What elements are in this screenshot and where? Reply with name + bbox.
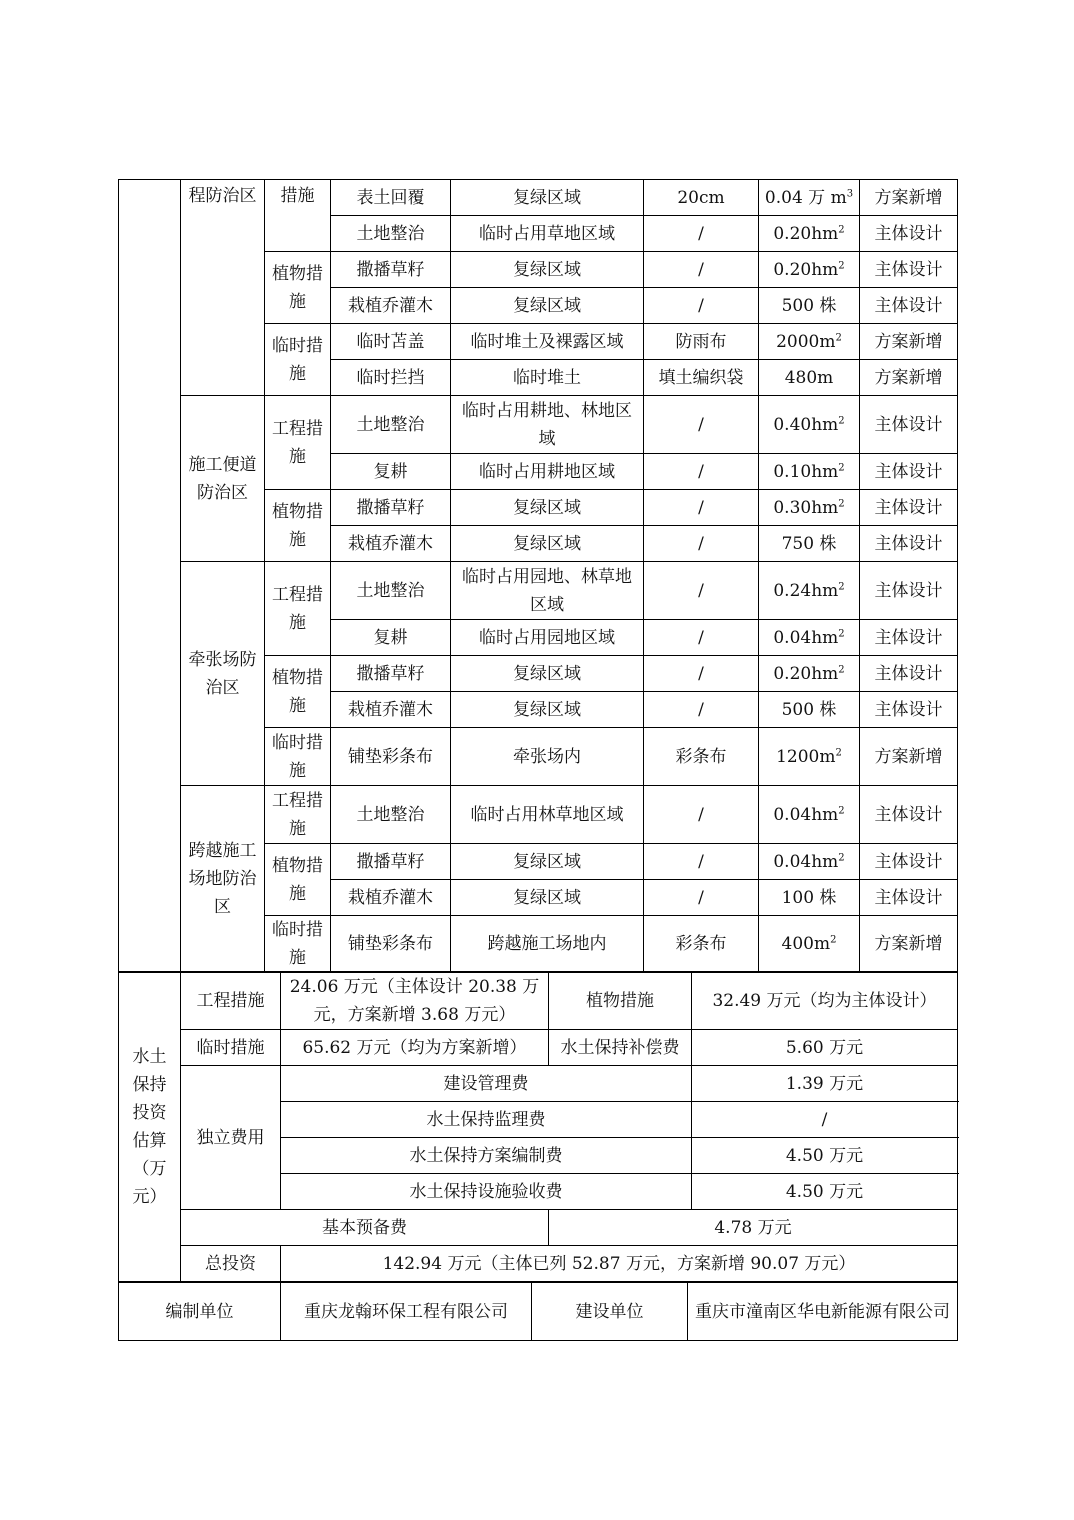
measure-spec: 防雨布 xyxy=(644,324,759,360)
measure-source: 主体设计 xyxy=(860,620,958,656)
engineering-value: 24.06 万元（主体设计 20.38 万元，方案新增 3.68 万元） xyxy=(281,972,549,1030)
measure-spec: / xyxy=(644,620,759,656)
measure-name: 复耕 xyxy=(331,454,451,490)
measure-name: 撒播草籽 xyxy=(331,656,451,692)
measure-name: 临时拦挡 xyxy=(331,360,451,396)
measure-location: 临时占用园地、林草地区域 xyxy=(451,562,644,620)
measure-qty: $0.24hm^2$ xyxy=(759,562,860,620)
compiler-value: 重庆龙翰环保工程有限公司 xyxy=(281,1283,532,1341)
measure-source: 主体设计 xyxy=(860,396,958,454)
measure-source: 主体设计 xyxy=(860,252,958,288)
plant-label: 植物措施 xyxy=(549,972,692,1030)
measure-source: 方案新增 xyxy=(860,728,958,786)
measure-source: 主体设计 xyxy=(860,692,958,728)
measure-name: 表土回覆 xyxy=(331,180,451,216)
measure-name: 撒播草籽 xyxy=(331,844,451,880)
independent-item-value: 4.50 万元 xyxy=(692,1138,958,1174)
measure-location: 跨越施工场地内 xyxy=(451,916,644,973)
measure-name: 铺垫彩条布 xyxy=(331,728,451,786)
measure-location: 临时占用草地区域 xyxy=(451,216,644,252)
zone-cell: 牵张场防治区 xyxy=(181,562,265,786)
total-label: 总投资 xyxy=(181,1246,281,1282)
measure-spec: / xyxy=(644,786,759,844)
measure-name: 临时苫盖 xyxy=(331,324,451,360)
measure-source: 主体设计 xyxy=(860,454,958,490)
measure-location: 临时堆土及裸露区域 xyxy=(451,324,644,360)
measure-spec: / xyxy=(644,216,759,252)
measure-type-cell: 植物措施 xyxy=(265,844,331,916)
independent-item-name: 水土保持设施验收费 xyxy=(281,1174,692,1210)
measure-source: 方案新增 xyxy=(860,916,958,973)
measure-qty: $0.04hm^2$ xyxy=(759,786,860,844)
measure-qty: $0.20hm^2$ xyxy=(759,656,860,692)
measure-spec: / xyxy=(644,844,759,880)
compensation-value: 5.60 万元 xyxy=(692,1030,958,1066)
measure-location: 牵张场内 xyxy=(451,728,644,786)
measure-name: 栽植乔灌木 xyxy=(331,526,451,562)
measure-spec: / xyxy=(644,288,759,324)
measure-name: 栽植乔灌木 xyxy=(331,692,451,728)
reserve-value: 4.78 万元 xyxy=(549,1210,958,1246)
measure-spec: 彩条布 xyxy=(644,916,759,973)
independent-item-name: 建设管理费 xyxy=(281,1066,692,1102)
measure-location: 复绿区域 xyxy=(451,252,644,288)
measure-type-cell: 植物措施 xyxy=(265,252,331,324)
builder-value: 重庆市潼南区华电新能源有限公司 xyxy=(688,1283,958,1341)
independent-item-value: 4.50 万元 xyxy=(692,1174,958,1210)
measure-source: 主体设计 xyxy=(860,844,958,880)
measure-name: 土地整治 xyxy=(331,786,451,844)
measure-location: 复绿区域 xyxy=(451,844,644,880)
measure-name: 土地整治 xyxy=(331,562,451,620)
footer-table xyxy=(118,1282,958,1341)
measure-type-cell: 植物措施 xyxy=(265,656,331,728)
independent-item-value: / xyxy=(692,1102,958,1138)
measure-location: 临时占用耕地区域 xyxy=(451,454,644,490)
measure-location: 临时占用园地区域 xyxy=(451,620,644,656)
measure-name: 复耕 xyxy=(331,620,451,656)
measures-table xyxy=(118,179,958,973)
measure-spec: 填土编织袋 xyxy=(644,360,759,396)
measure-location: 临时堆土 xyxy=(451,360,644,396)
measure-location: 复绿区域 xyxy=(451,692,644,728)
total-value: 142.94 万元（主体已列 52.87 万元，方案新增 90.07 万元） xyxy=(281,1246,958,1282)
measure-qty: 100 株 xyxy=(759,880,860,916)
investment-table xyxy=(118,971,958,1282)
measure-source: 主体设计 xyxy=(860,288,958,324)
measure-spec: / xyxy=(644,880,759,916)
independent-label: 独立费用 xyxy=(181,1066,281,1210)
measure-name: 栽植乔灌木 xyxy=(331,880,451,916)
measure-location: 复绿区域 xyxy=(451,880,644,916)
measure-spec: / xyxy=(644,562,759,620)
measure-source: 主体设计 xyxy=(860,562,958,620)
measure-spec: / xyxy=(644,656,759,692)
measure-spec: / xyxy=(644,526,759,562)
measure-type-cell: 工程措施 xyxy=(265,396,331,490)
measure-qty: $1200m^2$ xyxy=(759,728,860,786)
measure-qty: $0.30hm^2$ xyxy=(759,490,860,526)
measure-qty: 480m xyxy=(759,360,860,396)
measure-qty: $0.04hm^2$ xyxy=(759,620,860,656)
plant-value: 32.49 万元（均为主体设计） xyxy=(692,972,958,1030)
compensation-label: 水土保持补偿费 xyxy=(549,1030,692,1066)
temporary-value: 65.62 万元（均为方案新增） xyxy=(281,1030,549,1066)
investment-section-label: 水土保持投资估算（万元） xyxy=(119,972,181,1282)
measure-type-cell: 措施 xyxy=(265,180,331,252)
measure-location: 复绿区域 xyxy=(451,526,644,562)
measure-qty: $0.20hm^2$ xyxy=(759,216,860,252)
measure-location: 复绿区域 xyxy=(451,656,644,692)
measure-type-cell: 工程措施 xyxy=(265,562,331,656)
measure-type-cell: 植物措施 xyxy=(265,490,331,562)
measure-source: 方案新增 xyxy=(860,360,958,396)
measure-name: 撒播草籽 xyxy=(331,252,451,288)
measure-type-cell: 临时措施 xyxy=(265,728,331,786)
measure-qty: 500 株 xyxy=(759,288,860,324)
engineering-label: 工程措施 xyxy=(181,972,281,1030)
measure-source: 主体设计 xyxy=(860,786,958,844)
zone-cell: 跨越施工场地防治区 xyxy=(181,786,265,973)
measure-qty: $0.20hm^2$ xyxy=(759,252,860,288)
measure-spec: 彩条布 xyxy=(644,728,759,786)
measure-source: 主体设计 xyxy=(860,216,958,252)
measure-source: 主体设计 xyxy=(860,880,958,916)
measure-source: 方案新增 xyxy=(860,180,958,216)
measure-source: 主体设计 xyxy=(860,490,958,526)
left-blank-column xyxy=(119,180,181,973)
measure-qty: $0.40hm^2$ xyxy=(759,396,860,454)
measure-spec: / xyxy=(644,454,759,490)
measure-spec: / xyxy=(644,692,759,728)
reserve-label: 基本预备费 xyxy=(181,1210,549,1246)
measure-qty: $2000m^2$ xyxy=(759,324,860,360)
measure-source: 方案新增 xyxy=(860,324,958,360)
zone-cell: 施工便道防治区 xyxy=(181,396,265,562)
measure-type-cell: 临时措施 xyxy=(265,916,331,973)
builder-label: 建设单位 xyxy=(532,1283,688,1341)
measure-name: 土地整治 xyxy=(331,396,451,454)
temporary-label: 临时措施 xyxy=(181,1030,281,1066)
measure-qty: $0.10hm^2$ xyxy=(759,454,860,490)
measure-spec: / xyxy=(644,490,759,526)
measure-type-cell: 工程措施 xyxy=(265,786,331,844)
compiler-label: 编制单位 xyxy=(119,1283,281,1341)
measure-location: 复绿区域 xyxy=(451,490,644,526)
measure-type-cell: 临时措施 xyxy=(265,324,331,396)
independent-item-name: 水土保持监理费 xyxy=(281,1102,692,1138)
measure-spec: / xyxy=(644,396,759,454)
measure-name: 撒播草籽 xyxy=(331,490,451,526)
measure-qty: 0.04 万 $m^3$ xyxy=(759,180,860,216)
measure-location: 临时占用耕地、林地区域 xyxy=(451,396,644,454)
zone-cell: 程防治区 xyxy=(181,180,265,396)
measure-qty: $0.04hm^2$ xyxy=(759,844,860,880)
measure-name: 栽植乔灌木 xyxy=(331,288,451,324)
independent-item-value: 1.39 万元 xyxy=(692,1066,958,1102)
measure-source: 主体设计 xyxy=(860,526,958,562)
measure-qty: 750 株 xyxy=(759,526,860,562)
measure-spec: / xyxy=(644,252,759,288)
independent-item-name: 水土保持方案编制费 xyxy=(281,1138,692,1174)
measure-location: 复绿区域 xyxy=(451,288,644,324)
measure-name: 土地整治 xyxy=(331,216,451,252)
measure-location: 复绿区域 xyxy=(451,180,644,216)
measure-qty: 500 株 xyxy=(759,692,860,728)
measure-qty: $400m^2$ xyxy=(759,916,860,973)
measure-name: 铺垫彩条布 xyxy=(331,916,451,973)
measure-spec: 20cm xyxy=(644,180,759,216)
measure-location: 临时占用林草地区域 xyxy=(451,786,644,844)
measure-source: 主体设计 xyxy=(860,656,958,692)
